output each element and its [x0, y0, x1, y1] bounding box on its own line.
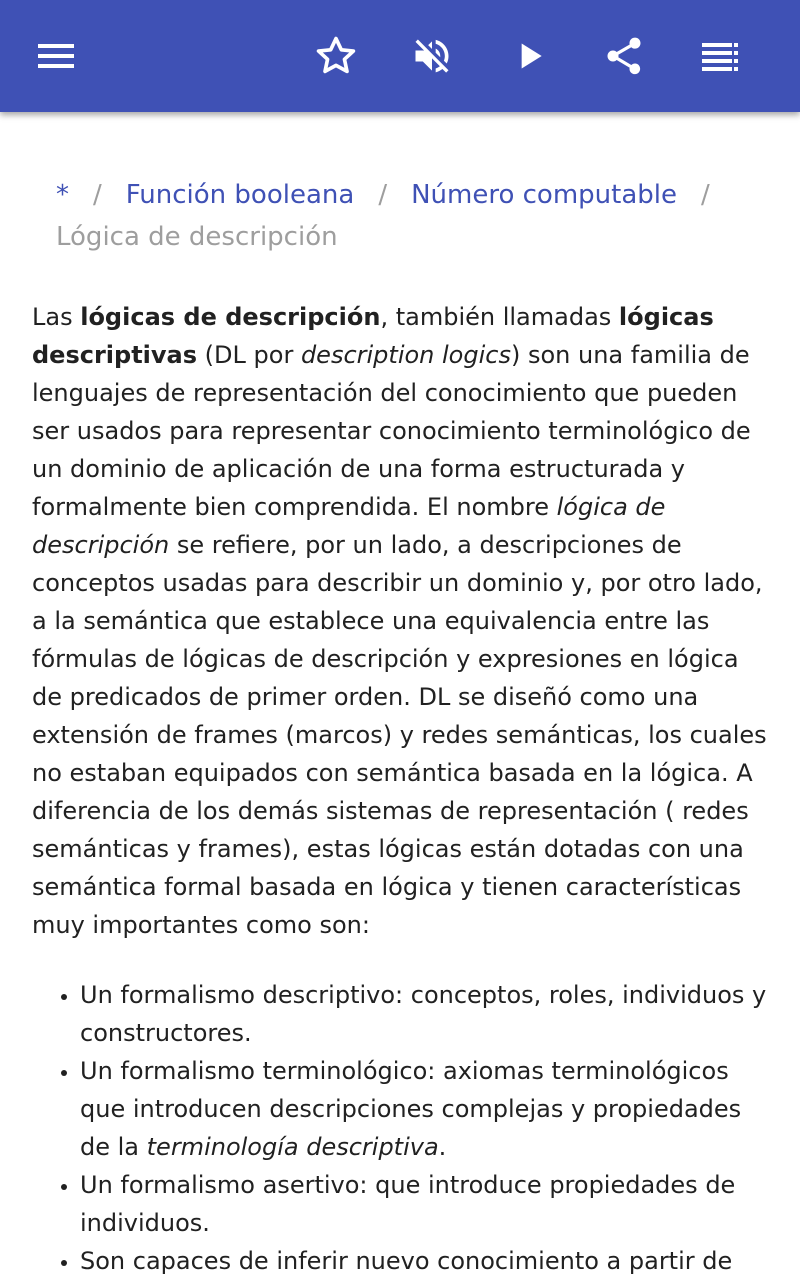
play-icon: [510, 36, 550, 76]
list-item: • Un formalismo asertivo: que introduce propiedades de individuos.: [80, 1166, 772, 1242]
star-outline-icon: [314, 34, 358, 78]
list-item: • Son capaces de inferir nuevo conocimiento a partir de: [80, 1242, 772, 1280]
menu-button[interactable]: [26, 26, 86, 86]
italic-term: lógica de descripción: [32, 493, 666, 559]
playlist-icon: [700, 36, 740, 76]
breadcrumb-funcion-booleana-link[interactable]: Función booleana: [125, 180, 355, 210]
breadcrumb-numero-computable-link[interactable]: Número computable: [411, 180, 677, 210]
bold-term: lógicas de descripción: [80, 303, 381, 331]
bold-term: lógicas descriptivas: [32, 303, 714, 369]
menu-icon: [36, 36, 76, 76]
list-item: • Un formalismo terminológico: axiomas terminológicos que introducen descripciones complejas y propiedades de la terminología descriptiva.: [80, 1052, 772, 1166]
play-button[interactable]: [500, 26, 560, 86]
breadcrumb-separator: /: [700, 180, 710, 210]
share-icon: [602, 34, 646, 78]
article-body: [32, 298, 772, 1280]
favorite-button[interactable]: [306, 26, 366, 86]
italic-term: description logics: [300, 341, 511, 369]
mute-button[interactable]: [402, 26, 462, 86]
toc-button[interactable]: [690, 26, 750, 86]
list-item: • Un formalismo descriptivo: conceptos, roles, individuos y constructores.: [80, 976, 772, 1052]
intro-paragraph: Las lógicas de descripción, también llamadas lógicas descriptivas (DL por description logics) son una familia de lenguajes de representación del conocimiento que pueden ser usados para representar conocimiento terminológico de un dominio de aplicación de una forma estructurada y formalmente bien comprendida. El nombre lógica de descripción se refiere, por un lado, a descripciones de conceptos usadas para describir un dominio y, por otro lado, a la semántica que establece una equivalencia entre las fórmulas de lógicas de descripción y expresiones en lógica de predicados de primer orden. DL se diseñó como una extensión de frames (marcos) y redes semánticas, los cuales no estaban equipados con semántica basada en la lógica. A diferencia de los demás sistemas de representación ( redes semánticas y frames), estas lógicas están dotadas con una semántica formal basada en lógica y tienen características muy importantes como son:: [32, 303, 767, 939]
breadcrumb-separator: /: [93, 180, 102, 210]
share-button[interactable]: [594, 26, 654, 86]
breadcrumb-separator: /: [378, 180, 388, 210]
features-list: [32, 976, 772, 1280]
app-bar: [0, 0, 800, 112]
breadcrumb-home-link[interactable]: *: [56, 180, 69, 210]
volume-off-icon: [410, 34, 454, 78]
breadcrumb: [56, 174, 756, 258]
breadcrumb-current-page: Lógica de descripción: [56, 222, 338, 252]
